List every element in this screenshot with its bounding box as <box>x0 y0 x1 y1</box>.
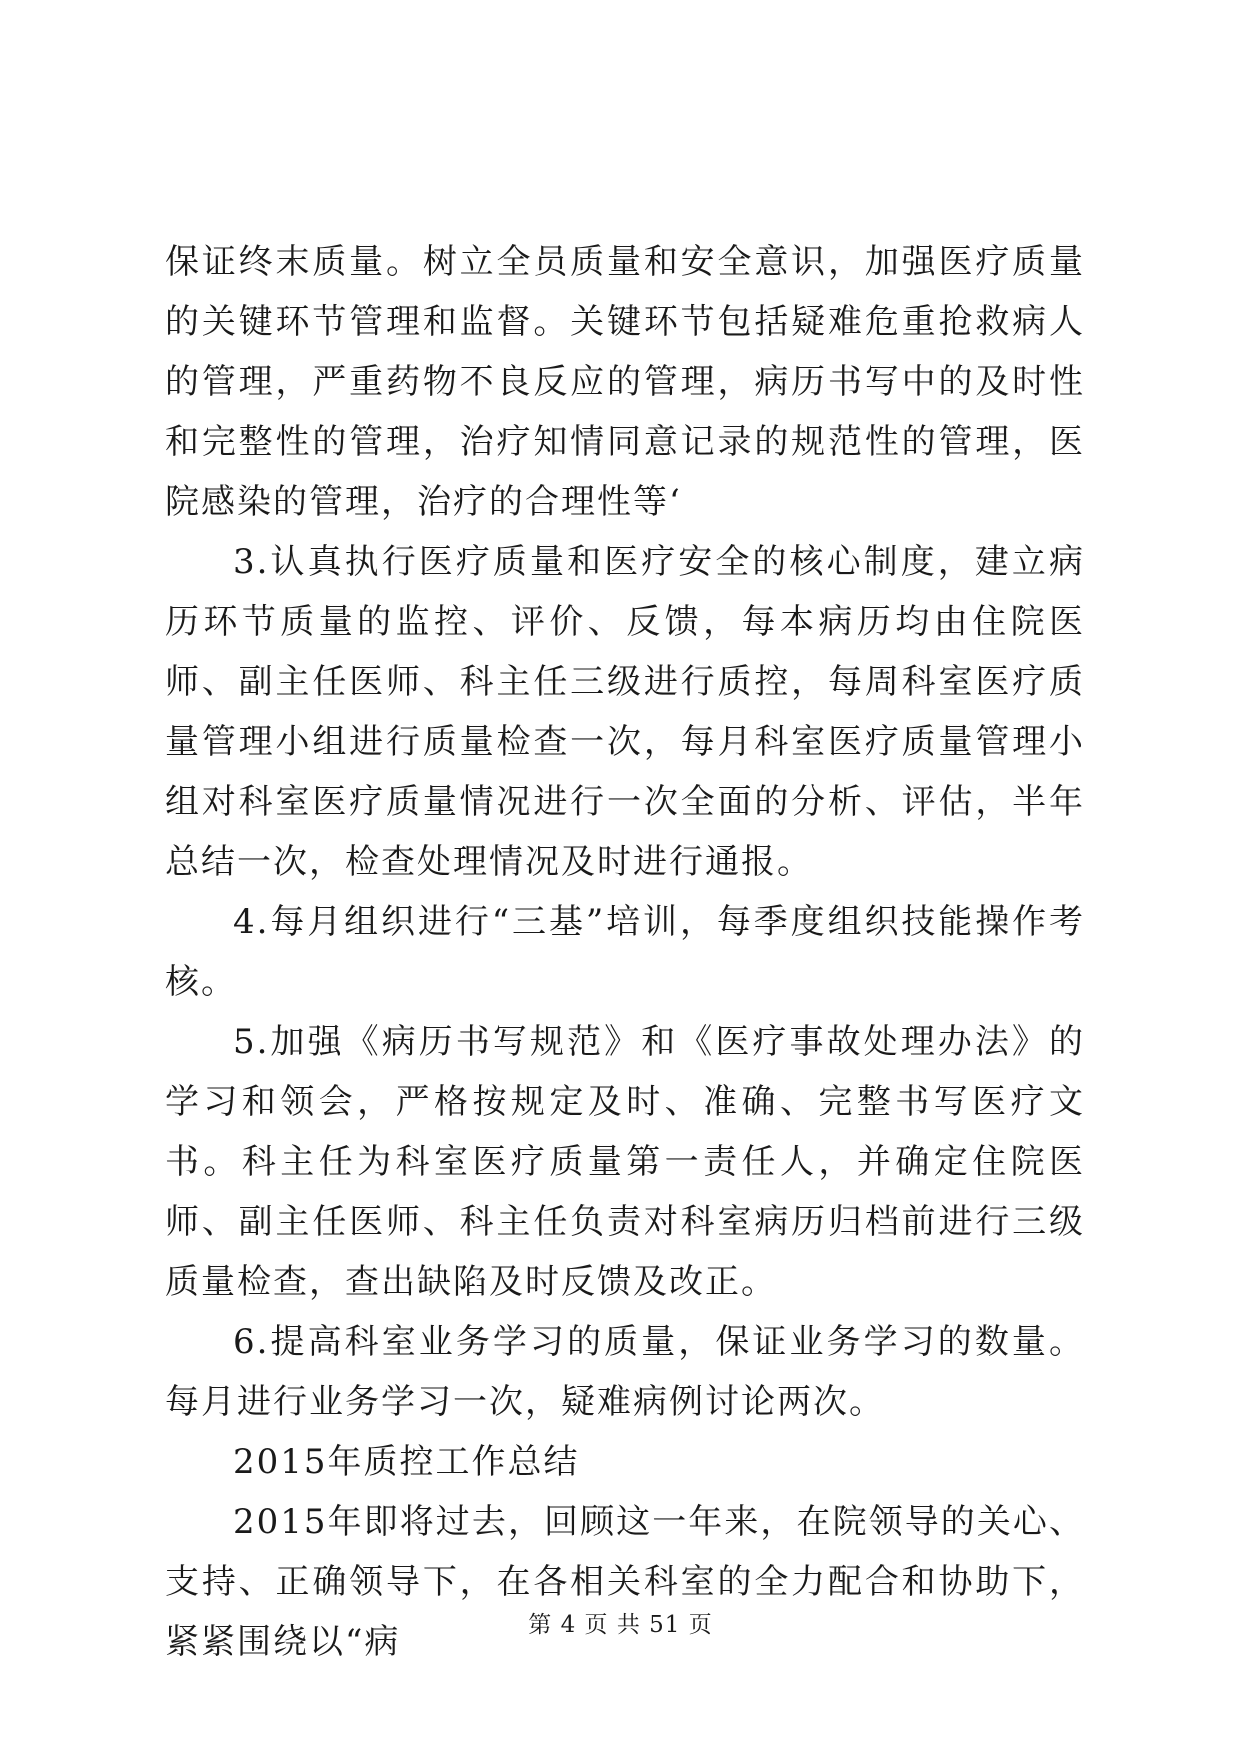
paragraph-3: 4.每月组织进行“三基”培训，每季度组织技能操作考核。 <box>165 902 1085 1002</box>
paragraph-1: 保证终末质量。树立全员质量和安全意识，加强医疗质量的关键环节管理和监督。关键环节包括疑难危重抢救病人的管理，严重药物不良反应的管理，病历书写中的及时性和完整性的管理，治疗知情同意记录的规范性的管理，医院感染的管理，治疗的合理性等‘ <box>165 242 1085 522</box>
paragraph-4: 5.加强《病历书写规范》和《医疗事故处理办法》的学习和领会，严格按规定及时、准确、完整书写医疗文书。科主任为科室医疗质量第一责任人，并确定住院医师、副主任医师、科主任负责对科室病历归档前进行三级质量检查，查出缺陷及时反馈及改正。 <box>165 1022 1085 1302</box>
section-heading: 2015年质控工作总结 <box>233 1442 580 1482</box>
page-number-footer: 第 4 页 共 51 页 <box>528 1612 713 1638</box>
paragraph-2: 3.认真执行医疗质量和医疗安全的核心制度，建立病历环节质量的监控、评价、反馈，每本病历均由住院医师、副主任医师、科主任三级进行质控，每周科室医疗质量管理小组进行质量检查一次，每月科室医疗质量管理小组对科室医疗质量情况进行一次全面的分析、评估，半年总结一次，检查处理情况及时进行通报。 <box>165 542 1085 882</box>
paragraph-6: 2015年即将过去，回顾这一年来，在院领导的关心、支持、正确领导下，在各相关科室的全力配合和协助下，紧紧围绕以“病 <box>165 1502 1085 1662</box>
document-body <box>165 232 1085 1672</box>
paragraph-5: 6.提高科室业务学习的质量，保证业务学习的数量。每月进行业务学习一次，疑难病例讨论两次。 <box>165 1322 1085 1422</box>
